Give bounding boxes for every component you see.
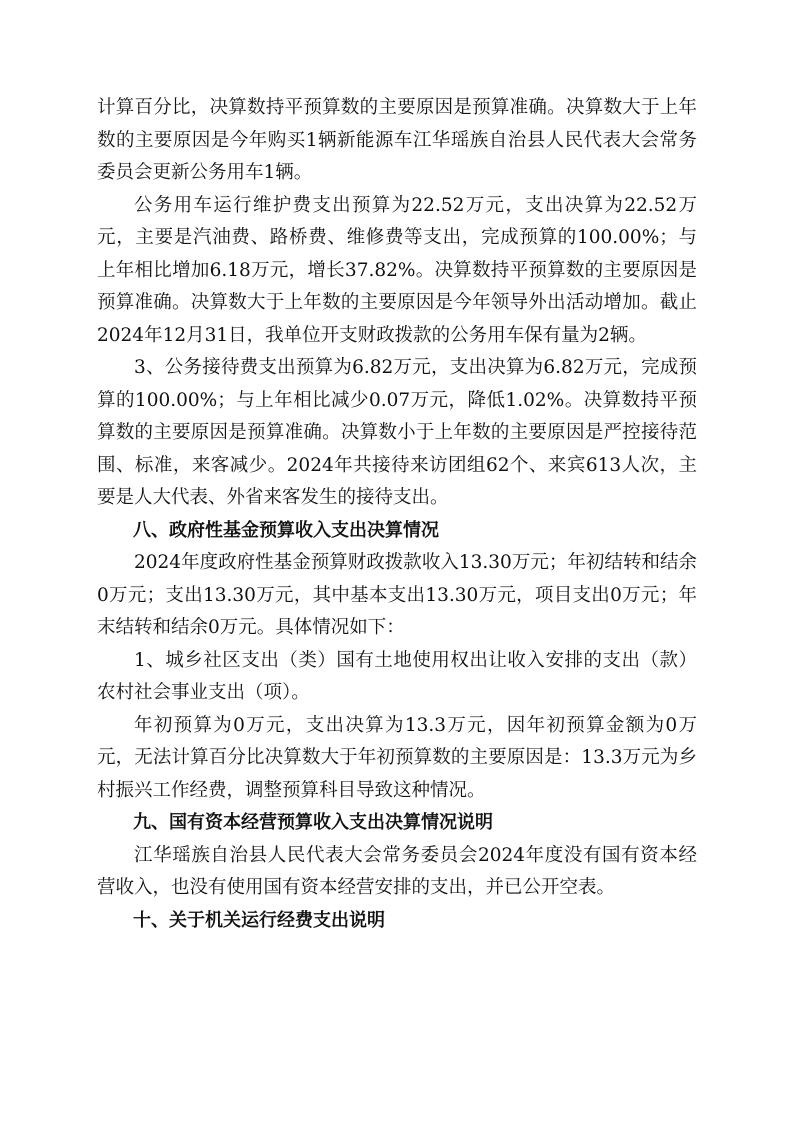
- paragraph-government-fund-summary: 2024年度政府性基金预算财政拨款收入13.30万元；年初结转和结余0万元；支出13.30万元，其中基本支出13.30万元，项目支出0万元；年末结转和结余0万元。具体情况如下：: [97, 552, 697, 638]
- paragraph-vehicle-purchase-continued: 计算百分比，决算数持平预算数的主要原因是预算准确。决算数大于上年数的主要原因是今年购买1辆新能源车江华瑶族自治县人民代表大会常务委员会更新公务用车1辆。: [97, 97, 697, 183]
- section-heading-state-capital: 九、国有资本经营预算收入支出决算情况说明: [133, 812, 493, 833]
- section-heading-government-fund: 八、政府性基金预算收入支出决算情况: [133, 519, 439, 541]
- section-heading-operating-expense: 十、关于机关运行经费支出说明: [133, 909, 385, 931]
- paragraph-state-capital: 江华瑶族自治县人民代表大会常务委员会2024年度没有国有资本经营收入，也没有使用国有资本经营安排的支出，并已公开空表。: [97, 844, 697, 898]
- paragraph-fund-item-rural: 1、城乡社区支出（类）国有土地使用权出让收入安排的支出（款）农村社会事业支出（项）。: [97, 649, 697, 703]
- paragraph-reception-expense: 3、公务接待费支出预算为6.82万元，支出决算为6.82万元，完成预算的100.00%；与上年相比减少0.07万元，降低1.02%。决算数持平预算数的主要原因是预算准确。决算数小于上年数的主要原因是严控接待范围、标准，来客减少。2024年共接待来访团组62个、来宾613人次，主要是人大代表、外省来客发生的接待支出。: [97, 357, 697, 508]
- paragraph-fund-item-detail: 年初预算为0万元，支出决算为13.3万元，因年初预算金额为0万元，无法计算百分比决算数大于年初预算数的主要原因是：13.3万元为乡村振兴工作经费，调整预算科目导致这种情况。: [97, 714, 697, 801]
- document-page: [97, 92, 697, 937]
- paragraph-vehicle-maintenance: 公务用车运行维护费支出预算为22.52万元，支出决算为22.52万元，主要是汽油费、路桥费、维修费等支出，完成预算的100.00%；与上年相比增加6.18万元，增长37.82%。决算数持平预算数的主要原因是预算准确。决算数大于上年数的主要原因是今年领导外出活动增加。截止2024年12月31日，我单位开支财政拨款的公务用车保有量为2辆。: [97, 194, 697, 346]
